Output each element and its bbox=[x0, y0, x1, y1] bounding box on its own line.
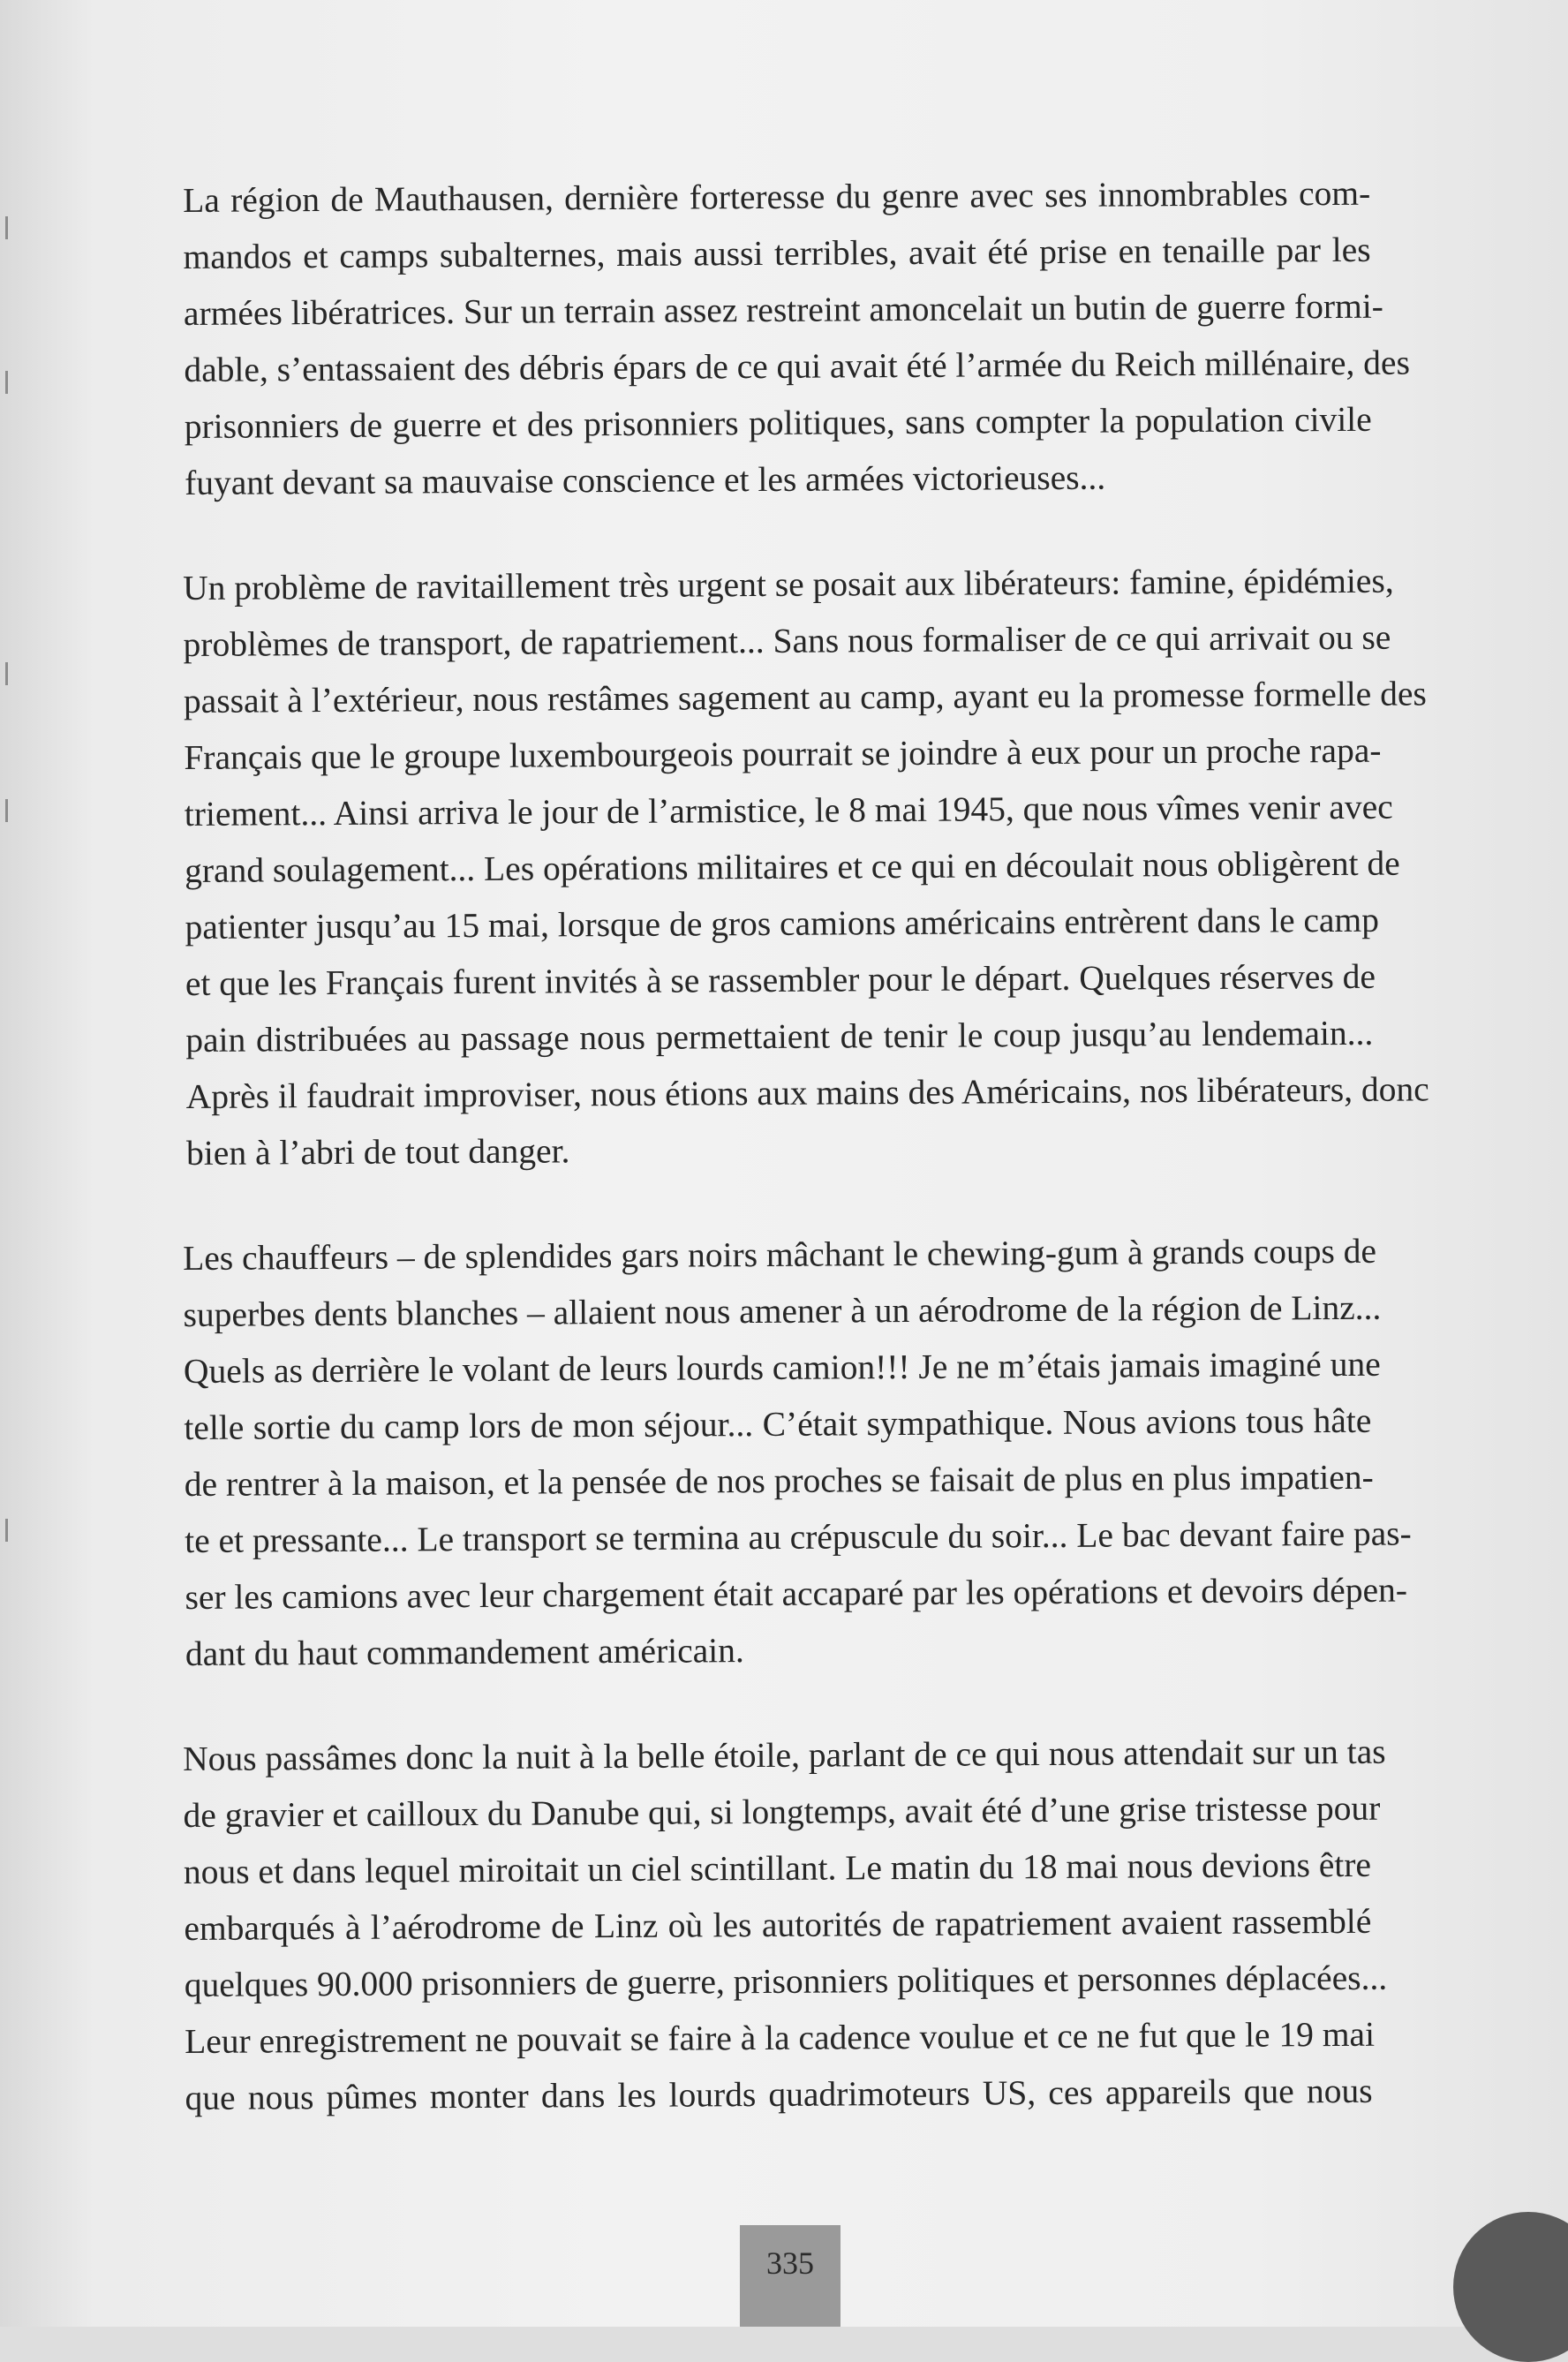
text-line: de rentrer à la maison, et la pensée de nos proches se faisait de plus en plus impatien- bbox=[184, 1457, 1374, 1504]
text-line: quelques 90.000 prisonniers de guerre, prisonniers politiques et personnes déplacées... bbox=[184, 1958, 1388, 2004]
text-line: La région de Mauthausen, dernière forteresse du genre avec ses innombrables com- bbox=[183, 173, 1371, 220]
text-line: patienter jusqu’au 15 mai, lorsque de gros camions américains entrèrent dans le camp bbox=[185, 900, 1380, 947]
text-line: fuyant devant sa mauvaise conscience et les armées victorieuses... bbox=[185, 457, 1106, 502]
binding-mark bbox=[5, 1519, 8, 1542]
text-line: prisonniers de guerre et des prisonniers politiques, sans compter la population civile bbox=[184, 399, 1372, 446]
text-line: superbes dents blanches – allaient nous amener à un aérodrome de la région de Linz... bbox=[183, 1287, 1382, 1334]
binding-mark bbox=[5, 662, 8, 685]
paragraph-4 bbox=[183, 1724, 1388, 2126]
text-line: problèmes de transport, de rapatriement... Sans nous formaliser de ce qui arrivait ou se bbox=[183, 617, 1391, 664]
text-line: pain distribuées au passage nous permettaient de tenir le coup jusqu’au lendemain... bbox=[185, 1013, 1374, 1060]
text-line: Un problème de ravitaillement très urgent se posait aux libérateurs: famine, épidémies, bbox=[183, 561, 1394, 607]
text-line: Français que le groupe luxembourgeois pourrait se joindre à eux pour un proche rapa- bbox=[184, 730, 1382, 777]
text-line: Nous passâmes donc la nuit à la belle étoile, parlant de ce qui nous attendait sur un tas bbox=[183, 1732, 1386, 1778]
text-line: passait à l’extérieur, nous restâmes sagement au camp, ayant eu la promesse formelle des bbox=[183, 674, 1427, 721]
text-line: Leur enregistrement ne pouvait se faire à la cadence voulue et ce ne fut que le 19 mai bbox=[185, 2014, 1376, 2061]
text-line: de gravier et cailloux du Danube qui, si longtemps, avait été d’une grise tristesse pour bbox=[183, 1788, 1381, 1835]
page-number-box bbox=[740, 2225, 841, 2327]
binding-mark bbox=[5, 216, 8, 239]
corner-shadow bbox=[1453, 2212, 1568, 2362]
body-text bbox=[183, 172, 1429, 2175]
paragraph-2 bbox=[183, 553, 1429, 1181]
text-line: et que les Français furent invités à se rassembler pour le départ. Quelques réserves de bbox=[185, 956, 1376, 1003]
text-line: triement... Ainsi arriva le jour de l’armistice, le 8 mai 1945, que nous vîmes venir avec bbox=[184, 787, 1393, 834]
page-number: 335 bbox=[766, 2245, 814, 2281]
text-line: dable, s’entassaient des débris épars de ce qui avait été l’armée du Reich millénaire, des bbox=[184, 343, 1411, 389]
text-line: embarqués à l’aérodrome de Linz où les autorités de rapatriement avaient rassemblé bbox=[184, 1901, 1372, 1948]
text-line: dant du haut commandement américain. bbox=[185, 1631, 744, 1673]
text-line: bien à l’abri de tout danger. bbox=[185, 1131, 570, 1173]
binding-mark bbox=[5, 371, 8, 394]
text-line: armées libératrices. Sur un terrain assez restreint amoncelait un butin de guerre formi- bbox=[183, 286, 1384, 333]
paragraph-1 bbox=[183, 165, 1411, 511]
text-line: Quels as derrière le volant de leurs lourds camion!!! Je ne m’étais jamais imaginé une bbox=[183, 1344, 1381, 1391]
text-line: Après il faudrait improviser, nous étions aux mains des Américains, nos libérateurs, donc bbox=[185, 1069, 1429, 1116]
text-line: Les chauffeurs – de splendides gars noirs mâchant le chewing-gum à grands coups de bbox=[183, 1231, 1377, 1278]
text-line: nous et dans lequel miroitait un ciel scintillant. Le matin du 18 mai nous devions être bbox=[183, 1845, 1372, 1891]
text-line: te et pressante... Le transport se termina au crépuscule du soir... Le bac devant faire pas- bbox=[185, 1513, 1412, 1560]
paragraph-3 bbox=[183, 1223, 1412, 1682]
text-line: mandos et camps subalternes, mais aussi terribles, avait été prise en tenaille par les bbox=[183, 230, 1371, 276]
text-line: que nous pûmes monter dans les lourds quadrimoteurs US, ces appareils que nous bbox=[185, 2071, 1373, 2117]
text-line: ser les camions avec leur chargement était accaparé par les opérations et devoirs dépen- bbox=[185, 1570, 1408, 1617]
text-line: telle sortie du camp lors de mon séjour... C’était sympathique. Nous avions tous hâte bbox=[184, 1400, 1372, 1447]
text-line: grand soulagement... Les opérations militaires et ce qui en découlait nous obligèrent de bbox=[185, 843, 1400, 890]
binding-mark bbox=[5, 799, 8, 822]
